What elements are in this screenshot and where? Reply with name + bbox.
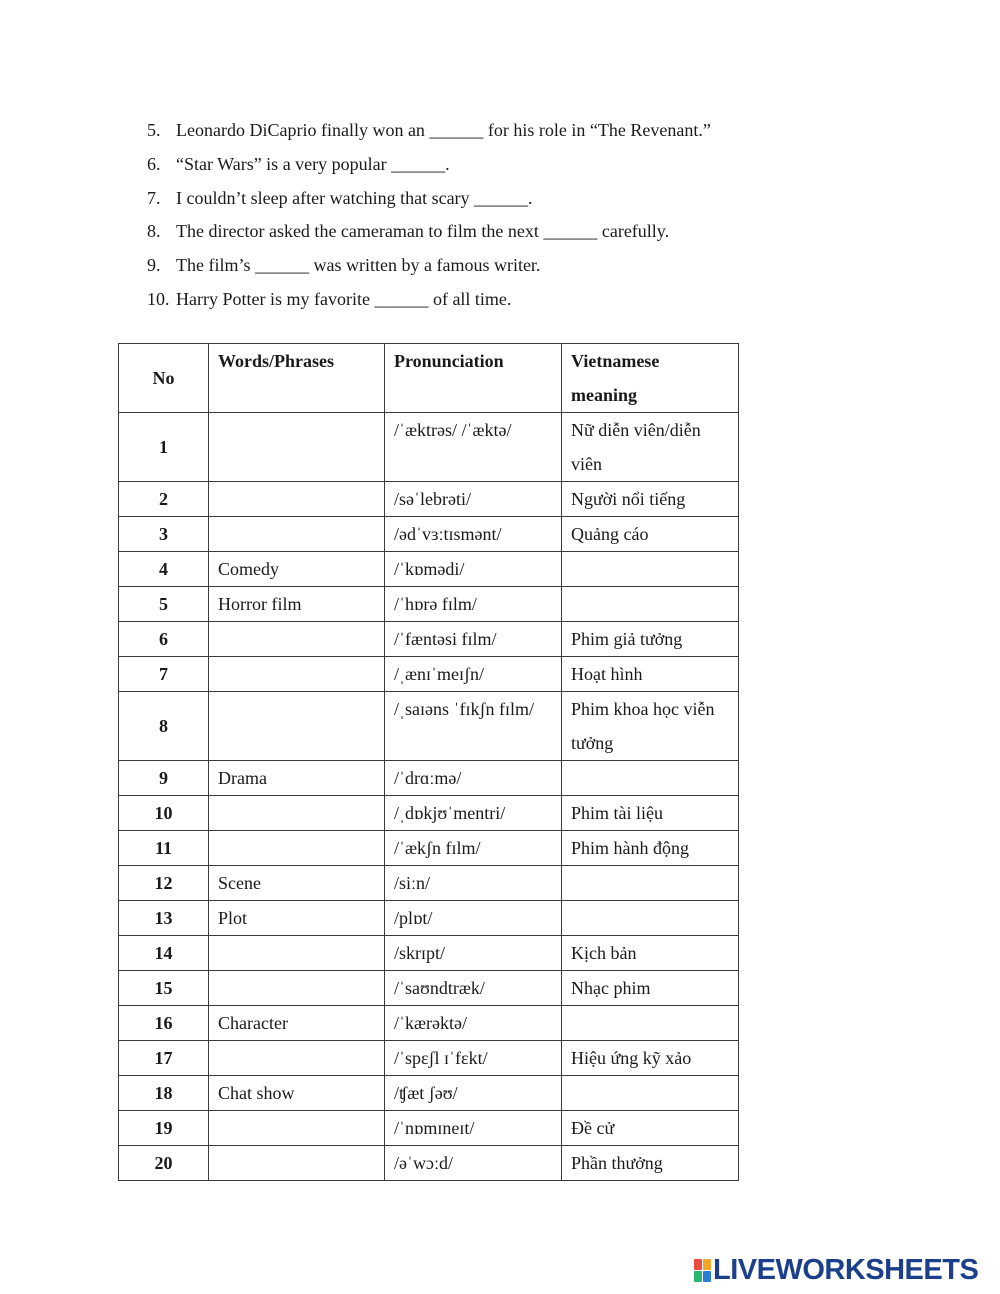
cell-pronunciation: /ˈhɒrə fɪlm/ <box>385 587 562 622</box>
cell-meaning <box>562 866 739 901</box>
cell-pronunciation: /ˈkærəktə/ <box>385 1006 562 1041</box>
cell-pronunciation: /ədˈvɜːtɪsmənt/ <box>385 517 562 552</box>
table-row <box>119 901 739 936</box>
table-header-row <box>119 344 739 413</box>
question-text: “Star Wars” is a very popular ______. <box>176 153 450 174</box>
cell-no: 13 <box>119 901 209 936</box>
cell-pronunciation: /ˈdrɑːmə/ <box>385 761 562 796</box>
cell-pronunciation: /ˈkɒmədi/ <box>385 552 562 587</box>
cell-no: 2 <box>119 482 209 517</box>
question-item <box>147 285 711 319</box>
cell-pronunciation: /ˈfæntəsi fɪlm/ <box>385 622 562 657</box>
vocabulary-table <box>118 343 739 1181</box>
table-row <box>119 1076 739 1111</box>
cell-word <box>209 1111 385 1146</box>
cell-word <box>209 831 385 866</box>
cell-pronunciation: /ˈnɒmɪneɪt/ <box>385 1111 562 1146</box>
table-row <box>119 517 739 552</box>
question-number: 5. <box>147 120 161 140</box>
cell-pronunciation: /ˈspɛʃl ɪˈfɛkt/ <box>385 1041 562 1076</box>
logo-mark-square <box>694 1259 702 1270</box>
cell-meaning <box>562 1006 739 1041</box>
logo-mark-square <box>703 1271 711 1282</box>
question-number: 9. <box>147 255 161 276</box>
cell-pronunciation: /siːn/ <box>385 866 562 901</box>
header-pronunciation: Pronunciation <box>385 344 562 413</box>
cell-no: 8 <box>119 692 209 761</box>
question-number: 10. <box>147 288 170 309</box>
cell-meaning: Phim hành động <box>562 831 739 866</box>
cell-pronunciation: /ˈæktrəs/ /ˈæktə/ <box>385 413 562 482</box>
cell-word <box>209 796 385 831</box>
question-text: I couldn’t sleep after watching that scary ______. <box>176 187 533 208</box>
cell-no: 15 <box>119 971 209 1006</box>
cell-no: 16 <box>119 1006 209 1041</box>
question-item <box>147 150 711 184</box>
cell-pronunciation: /ʧæt ʃəʊ/ <box>385 1076 562 1111</box>
header-meaning-line1: Vietnamese <box>571 351 660 371</box>
table-row <box>119 1111 739 1146</box>
cell-word <box>209 622 385 657</box>
cell-pronunciation: /ˈækʃn fɪlm/ <box>385 831 562 866</box>
table-row <box>119 413 739 482</box>
cell-no: 9 <box>119 761 209 796</box>
question-item <box>147 217 711 251</box>
cell-pronunciation: /plɒt/ <box>385 901 562 936</box>
cell-word <box>209 1146 385 1181</box>
table-row <box>119 622 739 657</box>
cell-word <box>209 971 385 1006</box>
header-meaning-line2: meaning <box>571 385 638 405</box>
table-row <box>119 1006 739 1041</box>
cell-meaning: Phim khoa học viễn tưởng <box>562 692 739 761</box>
logo-mark-square <box>694 1271 702 1282</box>
cell-word <box>209 657 385 692</box>
header-no: No <box>119 344 209 413</box>
cell-meaning: Nữ diễn viên/diễn viên <box>562 413 739 482</box>
cell-meaning: Nhạc phim <box>562 971 739 1006</box>
cell-word: Comedy <box>209 552 385 587</box>
cell-word: Drama <box>209 761 385 796</box>
cell-no: 4 <box>119 552 209 587</box>
question-text: Leonardo DiCaprio finally won an ______ for his role in “The Revenant.” <box>176 120 711 140</box>
cell-no: 1 <box>119 413 209 482</box>
header-words-phrases: Words/Phrases <box>209 344 385 413</box>
table-row <box>119 866 739 901</box>
question-text: The director asked the cameraman to film the next ______ carefully. <box>176 221 670 242</box>
cell-meaning <box>562 552 739 587</box>
cell-pronunciation: /ˌsaɪəns ˈfɪkʃn fɪlm/ <box>385 692 562 761</box>
cell-word <box>209 1041 385 1076</box>
table-row <box>119 971 739 1006</box>
cell-meaning: Hiệu ứng kỹ xảo <box>562 1041 739 1076</box>
cell-no: 20 <box>119 1146 209 1181</box>
cell-no: 11 <box>119 831 209 866</box>
cell-word: Plot <box>209 901 385 936</box>
logo-text: LIVEWORKSHEETS <box>713 1254 979 1286</box>
table-row <box>119 831 739 866</box>
cell-word <box>209 936 385 971</box>
fill-in-questions <box>147 116 711 319</box>
cell-no: 3 <box>119 517 209 552</box>
question-number: 8. <box>147 221 161 242</box>
cell-no: 10 <box>119 796 209 831</box>
cell-no: 18 <box>119 1076 209 1111</box>
cell-meaning: Quảng cáo <box>562 517 739 552</box>
table-row <box>119 1146 739 1181</box>
cell-word: Character <box>209 1006 385 1041</box>
question-number: 6. <box>147 153 161 174</box>
header-vietnamese-meaning <box>562 344 739 413</box>
cell-pronunciation: /ˌdɒkjʊˈmentri/ <box>385 796 562 831</box>
liveworksheets-logo-mark <box>694 1259 711 1282</box>
question-number: 7. <box>147 187 161 208</box>
cell-word <box>209 517 385 552</box>
question-text: Harry Potter is my favorite ______ of all time. <box>176 288 512 309</box>
cell-meaning: Phim giả tưởng <box>562 622 739 657</box>
cell-meaning: Phim tài liệu <box>562 796 739 831</box>
cell-pronunciation: /səˈlebrəti/ <box>385 482 562 517</box>
table-row <box>119 936 739 971</box>
table-row <box>119 761 739 796</box>
cell-no: 19 <box>119 1111 209 1146</box>
table-row <box>119 657 739 692</box>
cell-meaning <box>562 587 739 622</box>
cell-no: 5 <box>119 587 209 622</box>
question-item <box>147 116 711 150</box>
cell-no: 7 <box>119 657 209 692</box>
cell-pronunciation: /əˈwɔːd/ <box>385 1146 562 1181</box>
cell-meaning: Kịch bản <box>562 936 739 971</box>
cell-pronunciation: /skrɪpt/ <box>385 936 562 971</box>
question-item <box>147 184 711 218</box>
cell-meaning: Đề cử <box>562 1111 739 1146</box>
cell-no: 17 <box>119 1041 209 1076</box>
cell-no: 14 <box>119 936 209 971</box>
cell-pronunciation: /ˈsaʊndtræk/ <box>385 971 562 1006</box>
cell-meaning: Người nổi tiếng <box>562 482 739 517</box>
table-body <box>119 413 739 1181</box>
cell-word: Chat show <box>209 1076 385 1111</box>
cell-meaning <box>562 901 739 936</box>
cell-pronunciation: /ˌænɪˈmeɪʃn/ <box>385 657 562 692</box>
cell-meaning <box>562 1076 739 1111</box>
logo-mark-square <box>703 1259 711 1270</box>
cell-word <box>209 413 385 482</box>
cell-word <box>209 692 385 761</box>
cell-word: Horror film <box>209 587 385 622</box>
cell-meaning: Phần thưởng <box>562 1146 739 1181</box>
table-row <box>119 796 739 831</box>
cell-word: Scene <box>209 866 385 901</box>
cell-no: 12 <box>119 866 209 901</box>
question-text: The film’s ______ was written by a famous writer. <box>176 255 541 276</box>
cell-meaning: Hoạt hình <box>562 657 739 692</box>
cell-word <box>209 482 385 517</box>
table-row <box>119 587 739 622</box>
table-row <box>119 1041 739 1076</box>
cell-meaning <box>562 761 739 796</box>
table-row <box>119 552 739 587</box>
cell-no: 6 <box>119 622 209 657</box>
table-row <box>119 692 739 761</box>
question-item <box>147 251 711 285</box>
liveworksheets-logo <box>694 1254 978 1287</box>
table-row <box>119 482 739 517</box>
